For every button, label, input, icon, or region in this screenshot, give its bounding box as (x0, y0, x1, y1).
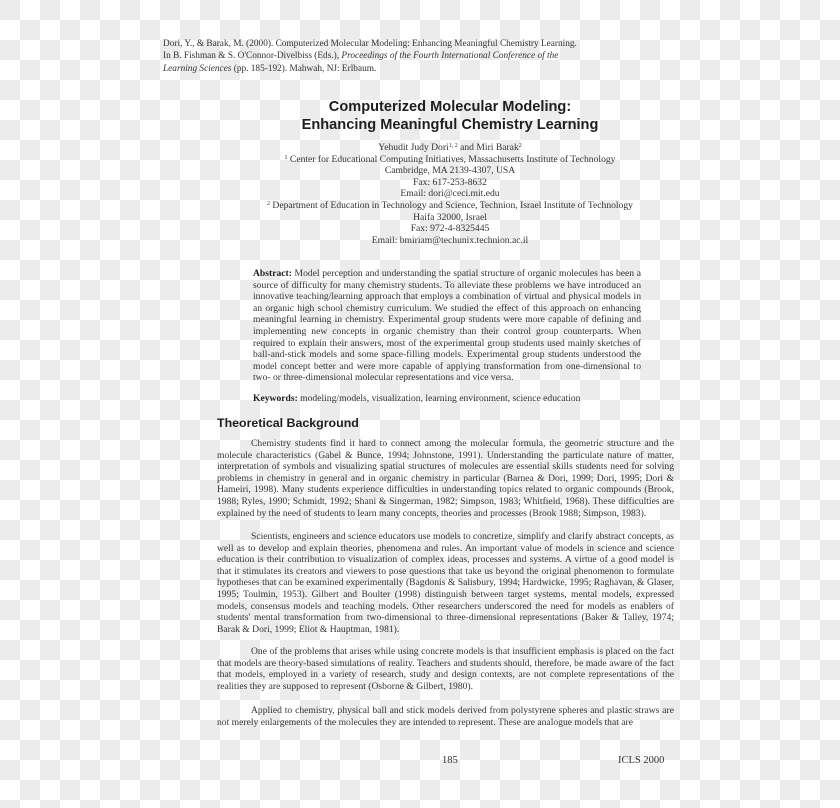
author-2-affiliation-marker: 2 (518, 143, 522, 149)
affiliation-2-fax: Fax: 972-4-8325445 (410, 223, 490, 235)
body-paragraph: Chemistry students find it hard to connect among the molecular formula, the geometric structure and the molecule characteristics (Gabel & Bunce, 1994; Johnstone, 1991). Understanding the particulate nature of matter, interpretation of symbols and visualizing spatial structures of molecules are essential skills students need for solving problems in chemistry in general and in organic chemistry in particular (Barnea & Dori, 1999; Dori, 1995; Dori & Hameiri, 1998). Many students experience difficulties in understanding topics related to organic compounds (Brook, 1988; Ryles, 1990; Schmidt, 1992; Shani & Singerman, 1982; Simpson, 1983; Whitfield, 1968). These difficulties are explained by the need of students to learn many concepts, theories and processes (Brook 1988; Simpson, 1983). (217, 438, 674, 519)
body-paragraph: Scientists, engineers and science educators use models to concretize, simplify and clarify abstract concepts, as well as to develop and explain theories, phenomena and rules. An important value of models in science and science education is their contribution to visualization of complex ideas, processes and systems. A virtue of a good model is that it stimulates its creators and viewers to pose questions that take us beyond the original phenomenon to formulate hypotheses that can be examined experimentally (Bagdonis & Salisbury, 1994; Hardwicke, 1995; Raghavan, & Glaser, 1995; Toulmin, 1953). Gilbert and Boulter (1998) distinguish between target systems, mental models, expressed models, consensus models and teaching models. Other researchers underscored the need for models as enablers of students' mental transformation from two-dimensional to three-dimensional representations (Baker & Talley, 1974; Barak & Dori, 1999; Eliot & Hauptman, 1981). (217, 531, 674, 635)
body-paragraph: One of the problems that arises while using concrete models is that insufficient emphasis is placed on the fact that models are theory-based simulations of reality. Teachers and students should, therefore, be made aware of the fact that models, employed in a variety of research, study and design contexts, are not complete representations of the realities they are supposed to represent (Osborne & Gilbert, 1980). (217, 646, 674, 692)
paper-title-line-2: Enhancing Meaningful Chemistry Learning (301, 116, 599, 133)
affiliation-1-email: Email: dori@ceci.mit.edu (400, 188, 500, 200)
citation-line-1: Dori, Y., & Barak, M. (2000). Computerized Molecular Modeling: Enhancing Meaningful Chemistry Learning. (163, 39, 577, 49)
author-1-affiliation-marker: 1, 2 (448, 143, 458, 149)
section-heading: Theoretical Background (217, 416, 359, 430)
affiliation-2-email: Email: bmiriam@techunix.technion.ac.il (371, 234, 529, 246)
affiliation-1: $^1$ Center for Educational Computing Initiatives, Massachusetts Institute of Technology (284, 153, 616, 165)
keywords-text: modeling/models, visualization, learning environment, science education (297, 393, 581, 404)
conference-label: ICLS 2000 (618, 755, 665, 766)
keywords (253, 393, 641, 405)
author-1: Yehudit Judy Dori (378, 142, 449, 153)
paper-title-line-1: Computerized Molecular Modeling: (328, 99, 572, 115)
affiliation-2-city: Haifa 32000, Israel (413, 211, 487, 223)
author-2: Miri Barak (476, 142, 519, 153)
affiliation-1-fax: Fax: 617-253-8632 (413, 176, 487, 188)
citation-line-2: In B. Fishman & S. O'Connor-Divelbiss (Eds.), Proceedings of the Fourth International Conference of the (163, 51, 559, 62)
abstract-label: Abstract: (253, 268, 292, 279)
author-block (200, 142, 700, 246)
page-number: 185 (442, 755, 458, 766)
proceedings-title: Proceedings of the Fourth International Conference of the (341, 51, 559, 62)
affiliation-1-city: Cambridge, MA 2139-4307, USA (384, 165, 516, 177)
abstract-text: Model perception and understanding the spatial structure of organic molecules has been a source of difficulty for many chemistry students. To alleviate these problems we have introduced an innovative teaching/learning approach that employs a combination of virtual and physical models in an organic high school chemistry curriculum. We studied the effect of this approach on enhancing meaningful learning in chemistry. Experimental group students were more capable of defining and implementing new concepts in organic chemistry than their control group counterparts. When required to explain their answers, most of the experimental group students used mainly sketches of ball-and-stick models and some space-filling models. Experimental group students understood the model concept better and were more capable of applying transformation from one-dimensional to two- or three-dimensional molecular representations and vice versa. (253, 268, 641, 384)
citation-line-3: Learning Sciences (pp. 185-192). Mahwah, NJ: Erlbaum. (163, 63, 377, 74)
author-names: Yehudit Judy Dori$^{1, 2}$ and Miri Barak$^2$ (378, 142, 522, 153)
proceedings-title-cont: Learning Sciences (163, 63, 232, 74)
paper-title (200, 99, 700, 134)
body-paragraph: Applied to chemistry, physical ball and stick models derived from polystyrene spheres and plastic straws are not merely enlargements of the molecules they are intended to represent. These are analogue models that are (217, 705, 674, 728)
abstract (253, 268, 641, 384)
affiliation-2: $^2$ Department of Education in Technology and Science, Technion, Israel Institute of Technology (267, 199, 633, 211)
keywords-label: Keywords: (253, 393, 298, 404)
citation-header (163, 38, 683, 75)
